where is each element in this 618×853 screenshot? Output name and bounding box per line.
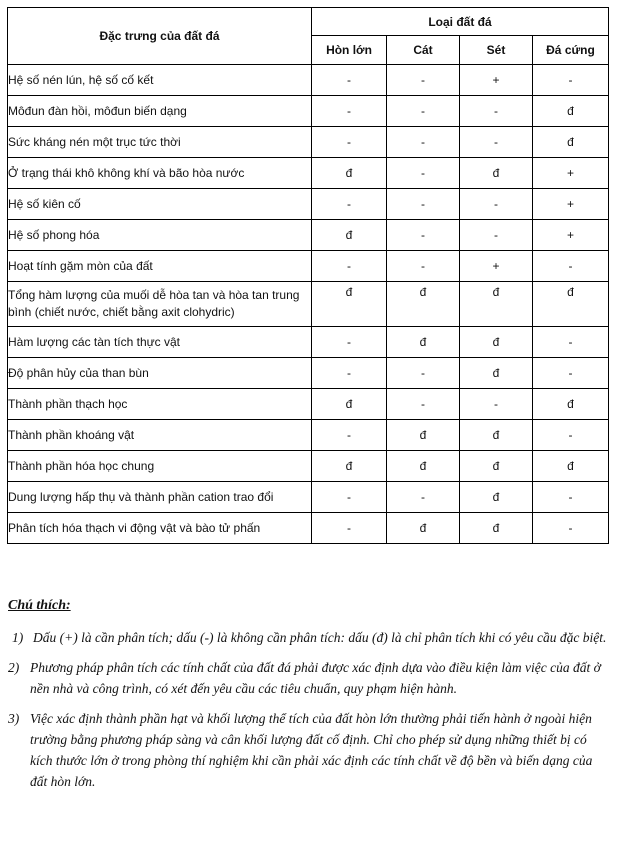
cell-set: -	[460, 220, 533, 251]
cell-da-cung: -	[533, 251, 609, 282]
cell-cat: -	[387, 127, 460, 158]
cell-set: đ	[460, 513, 533, 544]
row-name: Ở trạng thái khô không khí và bão hòa nước	[8, 158, 312, 189]
cell-cat: đ	[387, 513, 460, 544]
table-row	[8, 358, 609, 389]
cell-cat: -	[387, 65, 460, 96]
cell-da-cung: -	[533, 513, 609, 544]
cell-hon-lon: đ	[312, 451, 387, 482]
row-name: Môđun đàn hồi, môđun biến dạng	[8, 96, 312, 127]
header-col-hon-lon: Hòn lớn	[312, 36, 387, 65]
notes-title: Chú thích:	[8, 598, 71, 613]
cell-set: đ	[460, 327, 533, 358]
cell-da-cung: đ	[533, 282, 609, 327]
cell-set: -	[460, 127, 533, 158]
row-name: Hệ số phong hóa	[8, 220, 312, 251]
header-characteristic: Đặc trưng của đất đá	[8, 8, 312, 65]
cell-da-cung: đ	[533, 451, 609, 482]
row-name: Sức kháng nén một trục tức thời	[8, 127, 312, 158]
cell-cat: đ	[387, 420, 460, 451]
cell-da-cung: -	[533, 327, 609, 358]
cell-da-cung: đ	[533, 389, 609, 420]
row-name: Dung lượng hấp thụ và thành phần cation trao đổi	[8, 482, 312, 513]
cell-hon-lon: -	[312, 65, 387, 96]
cell-cat: -	[387, 220, 460, 251]
cell-da-cung: -	[533, 358, 609, 389]
note-text: Dấu (+) là cần phân tích; dấu (-) là không cần phân tích: dấu (đ) là chỉ phân tích khi có yêu cầu đặc biệt.	[33, 630, 607, 645]
table-row	[8, 327, 609, 358]
cell-cat: -	[387, 158, 460, 189]
cell-cat: -	[387, 96, 460, 127]
table-row	[8, 158, 609, 189]
cell-hon-lon: -	[312, 189, 387, 220]
cell-hon-lon: -	[312, 96, 387, 127]
note-number: 2)	[8, 660, 20, 675]
cell-da-cung: +	[533, 158, 609, 189]
cell-cat: -	[387, 389, 460, 420]
cell-set: -	[460, 189, 533, 220]
cell-hon-lon: -	[312, 420, 387, 451]
cell-da-cung: +	[533, 220, 609, 251]
cell-hon-lon: -	[312, 251, 387, 282]
cell-hon-lon: đ	[312, 282, 387, 327]
table-row	[8, 96, 609, 127]
cell-set: +	[460, 251, 533, 282]
row-name: Thành phần khoáng vật	[8, 420, 312, 451]
table-row	[8, 127, 609, 158]
row-name: Hàm lượng các tàn tích thực vật	[8, 327, 312, 358]
note-item-1	[8, 627, 610, 648]
row-name: Hoạt tính gặm mòn của đất	[8, 251, 312, 282]
cell-set: đ	[460, 358, 533, 389]
note-item-3	[8, 708, 610, 792]
cell-da-cung: -	[533, 420, 609, 451]
table-row	[8, 420, 609, 451]
cell-set: đ	[460, 482, 533, 513]
cell-cat: -	[387, 251, 460, 282]
cell-set: -	[460, 96, 533, 127]
note-number: 1)	[12, 630, 24, 645]
cell-hon-lon: đ	[312, 220, 387, 251]
table-row	[8, 189, 609, 220]
cell-set: đ	[460, 282, 533, 327]
table-row	[8, 251, 609, 282]
row-name: Tổng hàm lượng của muối dễ hòa tan và hòa tan trung bình (chiết nước, chiết bằng axit clohydric)	[8, 282, 312, 327]
header-soil-type: Loại đất đá	[312, 8, 609, 36]
cell-set: +	[460, 65, 533, 96]
row-name: Hệ số kiên cố	[8, 189, 312, 220]
cell-da-cung: +	[533, 189, 609, 220]
cell-hon-lon: đ	[312, 158, 387, 189]
cell-cat: -	[387, 482, 460, 513]
table-row	[8, 220, 609, 251]
table-row	[8, 513, 609, 544]
note-number: 3)	[8, 711, 20, 726]
cell-hon-lon: -	[312, 358, 387, 389]
cell-cat: đ	[387, 327, 460, 358]
cell-cat: -	[387, 189, 460, 220]
header-col-da-cung: Đá cứng	[533, 36, 609, 65]
table-row	[8, 451, 609, 482]
cell-set: -	[460, 389, 533, 420]
cell-cat: đ	[387, 282, 460, 327]
cell-set: đ	[460, 158, 533, 189]
cell-set: đ	[460, 420, 533, 451]
notes-section	[8, 598, 610, 801]
soil-analysis-table	[7, 7, 609, 544]
cell-set: đ	[460, 451, 533, 482]
cell-cat: đ	[387, 451, 460, 482]
header-col-cat: Cát	[387, 36, 460, 65]
cell-hon-lon: -	[312, 482, 387, 513]
cell-hon-lon: đ	[312, 389, 387, 420]
cell-da-cung: -	[533, 482, 609, 513]
cell-hon-lon: -	[312, 327, 387, 358]
row-name: Phân tích hóa thạch vi động vật và bào tử phấn	[8, 513, 312, 544]
row-name: Độ phân hủy của than bùn	[8, 358, 312, 389]
cell-da-cung: -	[533, 65, 609, 96]
cell-hon-lon: -	[312, 127, 387, 158]
header-col-set: Sét	[460, 36, 533, 65]
cell-da-cung: đ	[533, 127, 609, 158]
note-item-2	[8, 657, 610, 699]
row-name: Hệ số nén lún, hệ số cố kết	[8, 65, 312, 96]
note-text: Phương pháp phân tích các tính chất của đất đá phải được xác định dựa vào điều kiện làm việc của đất ở nền nhà và công trình, có xét đến yêu cầu các tiêu chuẩn, quy phạm hiện hành.	[30, 660, 601, 696]
table-row	[8, 65, 609, 96]
table-row	[8, 482, 609, 513]
table-row	[8, 282, 609, 327]
cell-hon-lon: -	[312, 513, 387, 544]
table-row	[8, 389, 609, 420]
row-name: Thành phần thạch học	[8, 389, 312, 420]
cell-cat: -	[387, 358, 460, 389]
note-text: Việc xác định thành phần hạt và khối lượng thể tích của đất hòn lớn thường phải tiến hành ở ngoài hiện trường bằng phương pháp sàng và cân khối lượng đất cố định. Chỉ cho phép sử dụng những thiết bị có kích thước lớn ở trong phòng thí nghiệm khi cần phải xác định các tính chất về độ bền và biến dạng của đất hòn lớn.	[30, 711, 593, 789]
cell-da-cung: đ	[533, 96, 609, 127]
row-name: Thành phần hóa học chung	[8, 451, 312, 482]
